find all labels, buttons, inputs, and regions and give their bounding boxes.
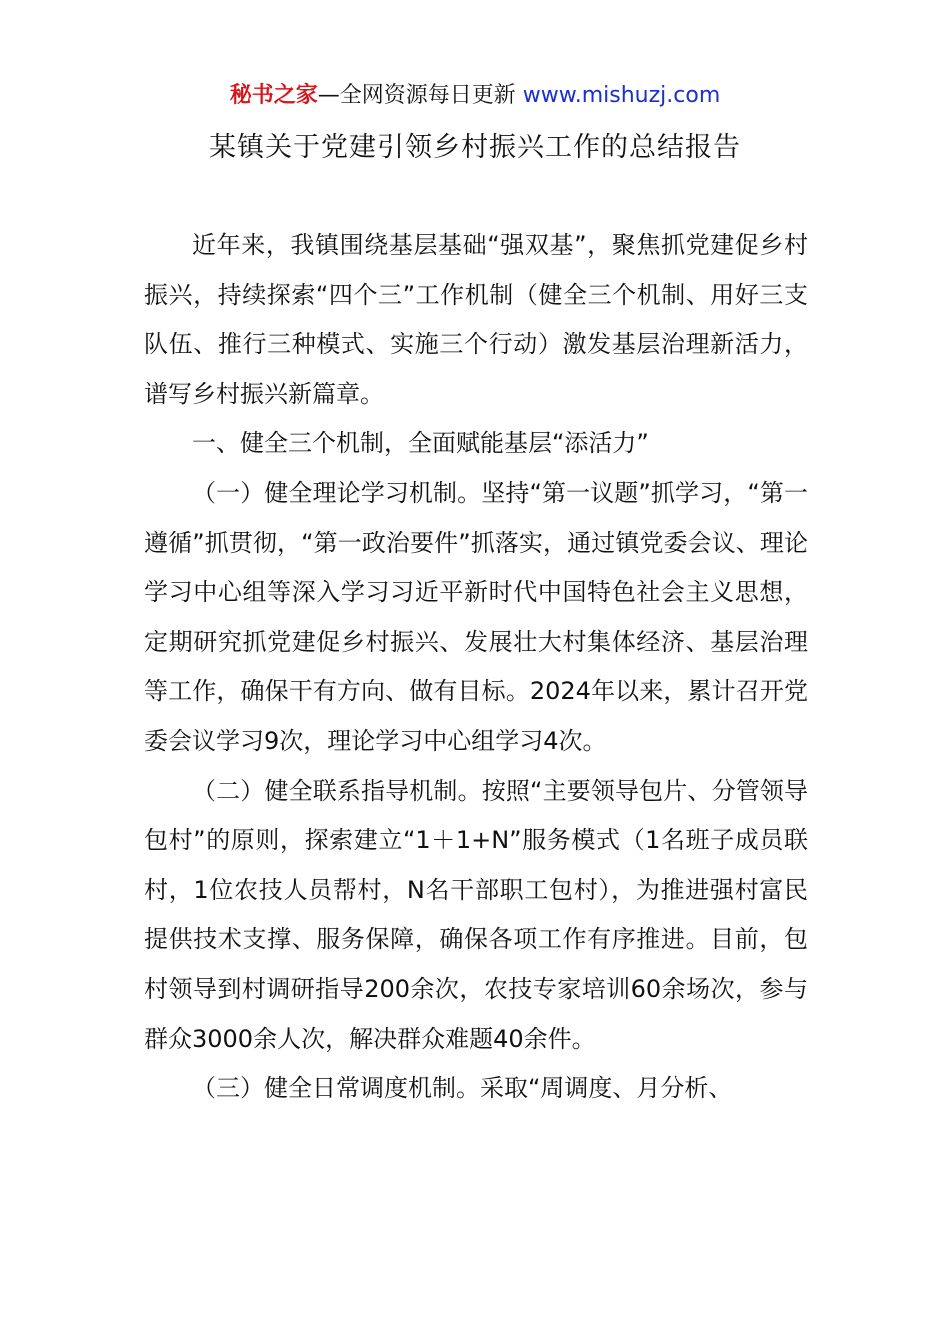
- paragraph-theory-study: （一）健全理论学习机制。坚持“第一议题”抓学习，“第一遵循”抓贯彻，“第一政治要件”抓落实，通过镇党委会议、理论学习中心组等深入学习习近平新时代中国特色社会主义思想，定期研究抓党建促乡村振兴、发展壮大村集体经济、基层治理等工作，确保干有方向、做有目标。2024年以来，累计召开党委会议学习9次，理论学习中心组学习4次。: [144, 478, 808, 755]
- site-brand: 秘书之家: [229, 83, 318, 108]
- document-title: 某镇关于党建引领乡村振兴工作的总结报告: [209, 132, 741, 163]
- document-body: [144, 221, 808, 1114]
- site-url-link[interactable]: www.mishuzj.com: [515, 83, 721, 108]
- section-heading-1: 一、健全三个机制，全面赋能基层“添活力”: [192, 429, 649, 458]
- paragraph-daily-scheduling: （三）健全日常调度机制。采取“周调度、月分析、: [192, 1074, 733, 1103]
- site-tagline: —全网资源每日更新: [317, 83, 516, 108]
- paragraph-liaison-guidance: （二）健全联系指导机制。按照“主要领导包片、分管领导包村”的原则，探索建立“1＋1+N”服务模式（1名班子成员联村，1位农技人员帮村，N名干部职工包村），为推进强村富民提供技术支撑、服务保障，确保各项工作有序推进。目前，包村领导到村调研指导200余次，农技专家培训60余场次，参与群众3000余人次，解决群众难题40余件。: [144, 776, 808, 1053]
- site-header: [0, 80, 950, 112]
- paragraph-intro: 近年来，我镇围绕基层基础“强双基”，聚焦抓党建促乡村振兴，持续探索“四个三”工作机制（健全三个机制、用好三支队伍、推行三种模式、实施三个行动）激发基层治理新活力，谱写乡村振兴新篇章。: [144, 231, 808, 408]
